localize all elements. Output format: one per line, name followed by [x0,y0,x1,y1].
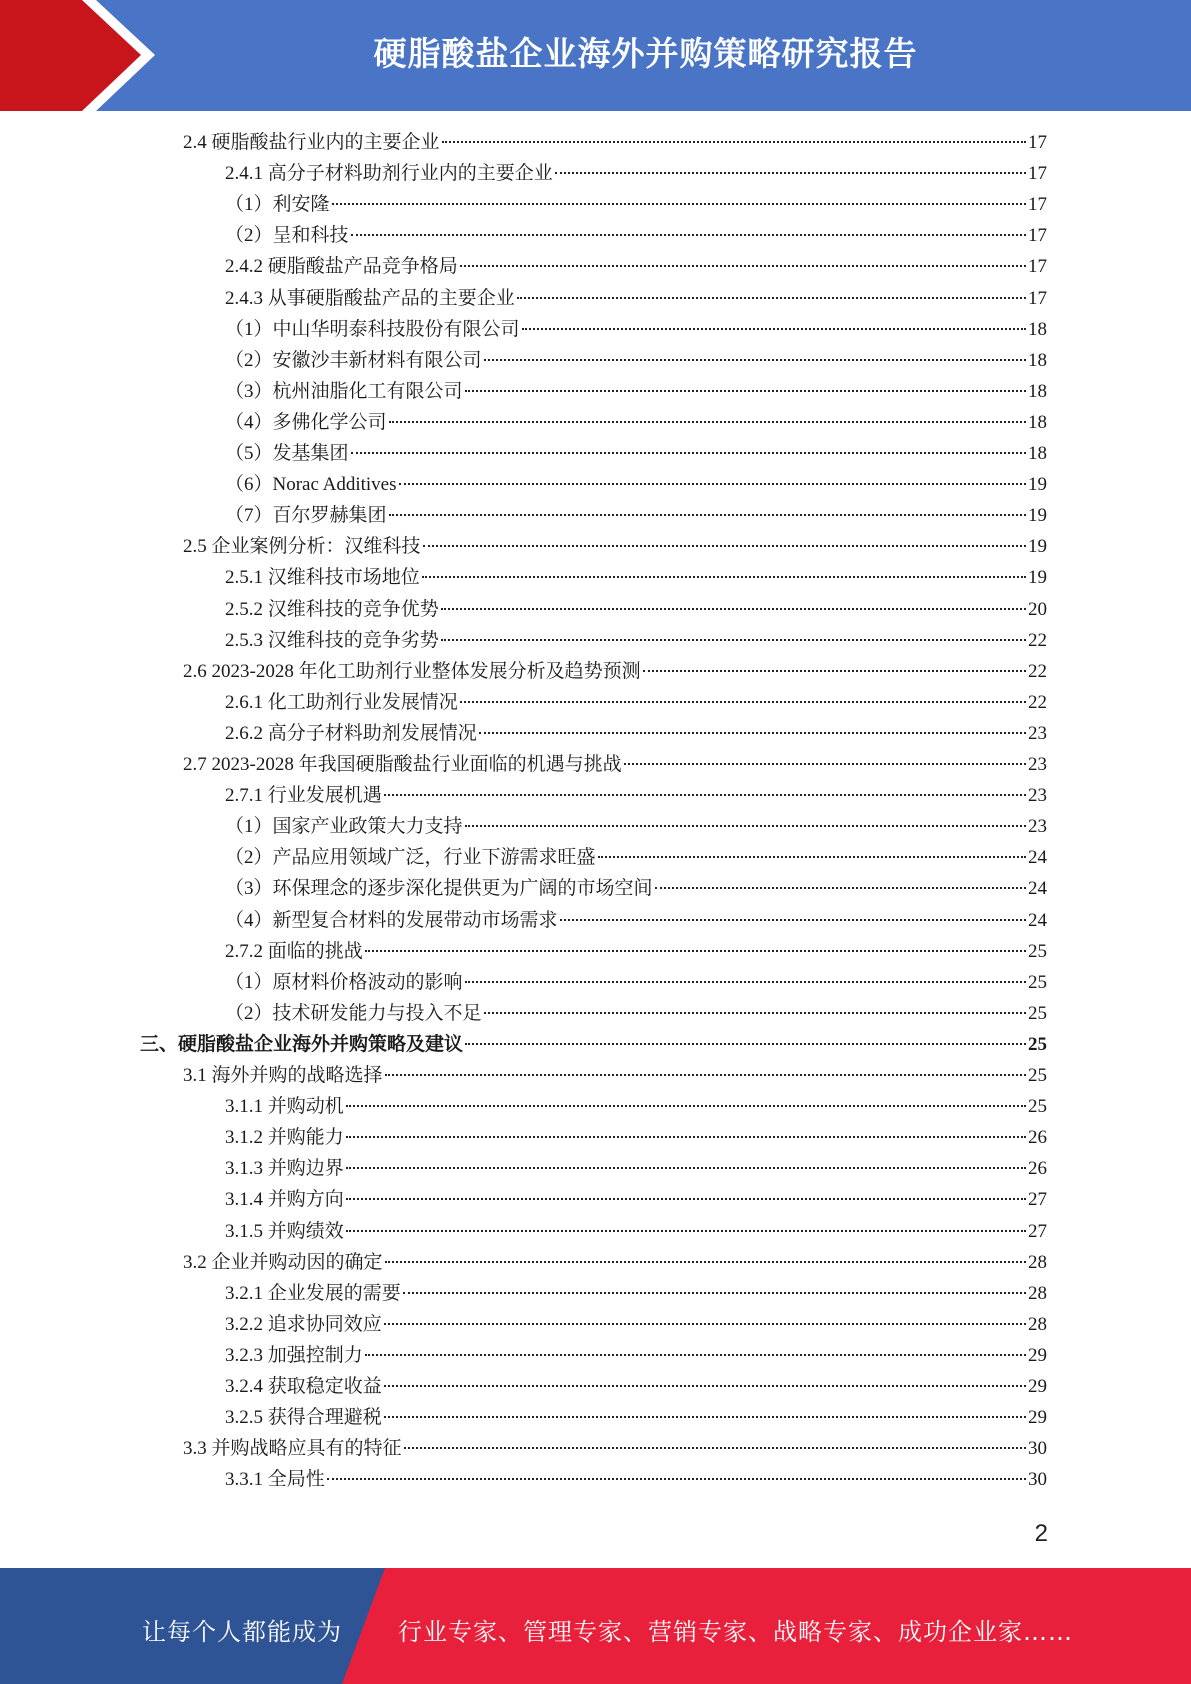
toc-entry[interactable] [225,158,1047,189]
toc-entry-title: 3.1.1 并购动机 [225,1096,344,1118]
toc-dot-leader [598,856,1026,858]
toc-entry-title: 3.1.4 并购方向 [225,1189,344,1211]
toc-entry[interactable] [225,251,1047,282]
toc-dot-leader [351,452,1026,454]
toc-entry-page: 17 [1028,194,1047,216]
toc-entry-title: 3.2 企业并购动因的确定 [183,1251,383,1273]
toc-entry[interactable] [183,656,1047,687]
toc-entry-title: 2.6.1 化工助剂行业发展情况 [225,691,458,713]
toc-dot-leader [365,1354,1026,1356]
toc-entry-title: （1）利安隆 [225,194,330,216]
toc-entry-title: （7）百尔罗赫集团 [225,505,387,527]
toc-entry[interactable] [225,376,1047,407]
footer-slogan-right: 行业专家、管理专家、营销专家、战略专家、成功企业家…… [398,1618,1073,1646]
toc-entry[interactable] [183,127,1047,158]
toc-entry[interactable] [225,407,1047,438]
toc-entry-page: 30 [1028,1469,1047,1491]
toc-dot-leader [403,1292,1026,1294]
toc-entry-title: 2.5.3 汉维科技的竞争劣势 [225,629,439,651]
toc-entry-title: （6）Norac Additives [225,474,397,496]
toc-entry[interactable] [140,1029,1047,1060]
toc-dot-leader [346,1167,1026,1169]
toc-entry-page: 24 [1028,909,1047,931]
toc-dot-leader [484,1012,1026,1014]
toc-entry-title: （1）国家产业政策大力支持 [225,816,463,838]
toc-entry[interactable] [183,531,1047,562]
toc-dot-leader [346,1105,1026,1107]
toc-entry-page: 22 [1028,660,1047,682]
toc-entry-page: 23 [1028,816,1047,838]
toc-dot-leader [346,1136,1026,1138]
toc-entry[interactable] [225,842,1047,873]
toc-entry-page: 29 [1028,1407,1047,1429]
toc-entry-title: 3.1 海外并购的战略选择 [183,1065,383,1086]
toc-entry-title: （3）杭州油脂化工有限公司 [225,380,463,402]
toc-entry-page: 25 [1028,971,1047,993]
toc-entry-title: （2）产品应用领域广泛，行业下游需求旺盛 [225,847,596,869]
toc-entry-page: 23 [1028,754,1047,775]
toc-dot-leader [332,203,1026,205]
toc-dot-leader [346,1198,1026,1200]
toc-dot-leader [479,732,1026,734]
toc-entry-title: 2.4.3 从事硬脂酸盐产品的主要企业 [225,287,515,309]
toc-entry[interactable] [225,998,1047,1029]
page-footer [0,1568,1191,1684]
toc-entry-page: 17 [1028,225,1047,247]
toc-entry[interactable] [225,905,1047,936]
toc-entry-title: 3.3.1 全局性 [225,1469,325,1491]
page-header [0,0,1191,111]
toc-entry-page: 24 [1028,878,1047,900]
toc-dot-leader [442,141,1026,143]
toc-entry-title: 3.1.5 并购绩效 [225,1220,344,1242]
toc-entry-title: 3.3 并购战略应具有的特征 [183,1438,402,1460]
toc-entry-page: 17 [1028,163,1047,185]
toc-dot-leader [404,1447,1026,1449]
toc-entry-title: 2.5 企业案例分析：汉维科技 [183,536,421,558]
toc-dot-leader [351,234,1026,236]
toc-entry-title: （2）技术研发能力与投入不足 [225,1002,482,1024]
toc-entry-title: 3.1.3 并购边界 [225,1158,344,1180]
toc-entry-page: 18 [1028,443,1047,464]
toc-entry-page: 25 [1028,1065,1047,1086]
toc-entry-title: 3.2.1 企业发展的需要 [225,1282,401,1304]
toc-entry[interactable] [225,1122,1047,1153]
toc-entry-title: 3.2.3 加强控制力 [225,1344,363,1366]
toc-entry[interactable] [225,594,1047,625]
toc-entry-title: 2.4 硬脂酸盐行业内的主要企业 [183,132,440,153]
toc-entry-title: 2.7.1 行业发展机遇 [225,785,382,807]
toc-entry[interactable] [225,1402,1047,1433]
toc-entry-page: 29 [1028,1376,1047,1397]
toc-entry-title: 2.6.2 高分子材料助剂发展情况 [225,722,477,744]
toc-entry[interactable] [225,345,1047,376]
toc-entry-page: 29 [1028,1344,1047,1366]
toc-entry-page: 17 [1028,132,1047,153]
footer-slogan-left: 让每个人都能成为 [142,1618,342,1646]
toc-entry[interactable] [225,1371,1047,1402]
report-title: 硬脂酸盐企业海外并购策略研究报告 [373,34,918,73]
toc-entry[interactable] [225,1184,1047,1215]
toc-dot-leader [465,981,1026,983]
toc-entry-page: 19 [1028,505,1047,527]
toc-entry-page: 23 [1028,722,1047,744]
toc-entry[interactable] [225,1216,1047,1247]
toc-entry[interactable] [225,1278,1047,1309]
toc-dot-leader [465,390,1026,392]
toc-entry-page: 18 [1028,380,1047,402]
toc-entry-page: 17 [1028,256,1047,278]
toc-entry[interactable] [225,562,1047,593]
toc-entry-page: 25 [1028,1002,1047,1024]
toc-dot-leader [460,701,1026,703]
page-number: 2 [1034,1520,1048,1547]
toc-entry[interactable] [225,1153,1047,1184]
toc-entry-page: 19 [1028,536,1047,558]
toc-entry[interactable] [225,873,1047,904]
toc-entry-page: 22 [1028,629,1047,651]
toc-entry-title: （4）多佛化学公司 [225,411,387,433]
toc-entry-page: 18 [1028,318,1047,340]
toc-dot-leader [327,1478,1026,1480]
toc-entry-title: 2.7 2023-2028 年我国硬脂酸盐行业面临的机遇与挑战 [183,754,622,775]
toc-dot-leader [643,670,1026,672]
toc-entry[interactable] [225,936,1047,967]
toc-entry-page: 22 [1028,691,1047,713]
toc-entry-title: （1）中山华明泰科技股份有限公司 [225,318,520,340]
toc-entry[interactable] [225,687,1047,718]
toc-entry-title: 3.1.2 并购能力 [225,1127,344,1149]
toc-entry-page: 26 [1028,1127,1047,1149]
toc-entry[interactable] [183,749,1047,780]
toc-dot-leader [385,1261,1026,1263]
toc-entry-page: 28 [1028,1251,1047,1273]
toc-entry-title: （3）环保理念的逐步深化提供更为广阔的市场空间 [225,878,653,900]
toc-dot-leader [423,545,1026,547]
toc-entry[interactable] [225,438,1047,469]
toc-entry[interactable] [225,625,1047,656]
toc-dot-leader [346,1230,1026,1232]
toc-dot-leader [465,1043,1026,1045]
toc-entry-title: 2.4.2 硬脂酸盐产品竞争格局 [225,256,458,278]
toc-entry[interactable] [225,1309,1047,1340]
toc-entry[interactable] [225,469,1047,500]
toc-entry[interactable] [225,1091,1047,1122]
toc-entry-title: 2.4.1 高分子材料助剂行业内的主要企业 [225,163,553,185]
toc-entry-page: 25 [1028,1096,1047,1118]
toc-entry-title: （2）安徽沙丰新材料有限公司 [225,349,482,371]
toc-dot-leader [484,359,1026,361]
toc-entry-page: 19 [1028,567,1047,589]
toc-entry-title: 2.7.2 面临的挑战 [225,940,363,962]
toc-dot-leader [522,328,1026,330]
toc-dot-leader [422,576,1026,578]
toc-dot-leader [624,763,1026,765]
toc-entry[interactable] [225,500,1047,531]
toc-entry-page: 23 [1028,785,1047,807]
toc-entry-page: 24 [1028,847,1047,869]
toc-dot-leader [385,1074,1026,1076]
toc-dot-leader [365,950,1026,952]
toc-entry-title: 2.5.1 汉维科技市场地位 [225,567,420,589]
toc-entry-page: 26 [1028,1158,1047,1180]
toc-entry[interactable] [225,314,1047,345]
toc-dot-leader [555,172,1026,174]
toc-entry-page: 27 [1028,1220,1047,1242]
toc-entry-page: 25 [1028,1033,1047,1055]
toc-entry-page: 28 [1028,1282,1047,1304]
toc-entry-page: 19 [1028,474,1047,496]
toc-dot-leader [389,514,1026,516]
toc-entry-page: 30 [1028,1438,1047,1460]
toc-dot-leader [441,608,1026,610]
toc-entry-title: 2.5.2 汉维科技的竞争优势 [225,598,439,620]
toc-entry-title: （1）原材料价格波动的影响 [225,971,463,993]
toc-entry[interactable] [225,718,1047,749]
toc-dot-leader [384,1323,1026,1325]
toc-entry[interactable] [225,1464,1047,1495]
toc-entry[interactable] [225,967,1047,998]
toc-dot-leader [441,639,1026,641]
toc-dot-leader [655,887,1026,889]
toc-entry-title: （4）新型复合材料的发展带动市场需求 [225,909,558,931]
header-red-arrow [0,0,150,111]
toc-entry-title: （2）呈和科技 [225,225,349,247]
toc-entry-title: 2.6 2023-2028 年化工助剂行业整体发展分析及趋势预测 [183,660,641,682]
toc-entry-page: 20 [1028,598,1047,620]
toc-entry[interactable] [225,1340,1047,1371]
toc-entry-page: 27 [1028,1189,1047,1211]
toc-entry-title: （5）发基集团 [225,443,349,464]
toc-entry[interactable] [225,283,1047,314]
toc-entry-title: 3.2.4 获取稳定收益 [225,1376,382,1397]
toc-dot-leader [384,1416,1026,1418]
toc-dot-leader [389,421,1026,423]
toc-dot-leader [465,825,1026,827]
toc-entry[interactable] [183,1247,1047,1278]
toc-entry-title: 3.2.2 追求协同效应 [225,1313,382,1335]
toc-entry[interactable] [225,189,1047,220]
toc-entry[interactable] [225,220,1047,251]
toc-dot-leader [517,297,1026,299]
toc-entry[interactable] [225,811,1047,842]
toc-entry[interactable] [225,780,1047,811]
toc-entry-page: 28 [1028,1313,1047,1335]
toc-entry-page: 25 [1028,940,1047,962]
toc-entry-title: 3.2.5 获得合理避税 [225,1407,382,1429]
toc-dot-leader [384,1385,1026,1387]
toc-dot-leader [460,265,1026,267]
toc-entry[interactable] [183,1060,1047,1091]
toc-entry-page: 17 [1028,287,1047,309]
toc-entry[interactable] [183,1433,1047,1464]
toc-dot-leader [560,919,1026,921]
toc-entry-page: 18 [1028,411,1047,433]
toc-dot-leader [384,794,1026,796]
toc-dot-leader [399,483,1026,485]
toc-entry-title: 三、硬脂酸盐企业海外并购策略及建议 [140,1033,464,1055]
toc-entry-page: 18 [1028,349,1047,371]
